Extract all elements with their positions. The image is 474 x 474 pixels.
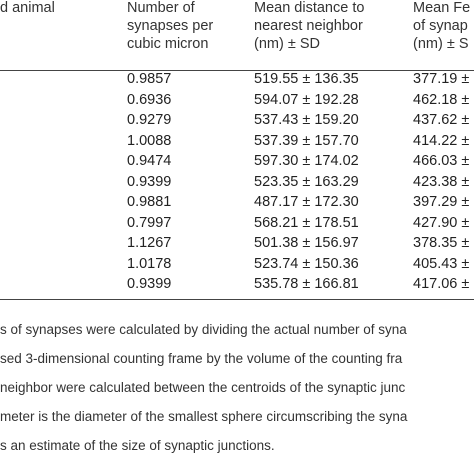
table-cell: 414.22 ± [413,132,470,149]
table-cell: 462.18 ± [413,91,470,108]
footnote-line: sed 3-dimensional counting frame by the volume of the counting fra [0,351,403,366]
table-cell: 378.35 ± [413,235,470,251]
header-rule [0,70,474,71]
table-cell: 1.0178 [127,255,172,272]
table-cell: 0.9881 [127,194,172,210]
table-cell: 417.06 ± [413,276,470,292]
table-cell: 427.90 ± [413,214,470,231]
table-cell: 1.0088 [127,132,172,149]
table-cell: 405.43 ± [413,255,470,272]
table-cell: 397.29 ± [413,194,470,210]
table-cell: 0.9399 [127,173,172,190]
footnote-line: neighbor were calculated between the centroids of the synaptic junc [0,380,406,395]
table-cell: 437.62 ± [413,112,470,128]
table-cell: 0.9474 [127,153,172,169]
table-cell: 568.21 ± 178.51 [254,214,359,231]
table-cell: 535.78 ± 166.81 [254,276,359,292]
table-cell: 0.9279 [127,112,172,128]
footnote-line: s of synapses were calculated by dividing the actual number of syna [0,322,407,337]
table-cell: 487.17 ± 172.30 [254,194,359,210]
table-bottom-rule [0,299,474,300]
table-cell: 537.43 ± 159.20 [254,112,359,128]
table-cell: 0.6936 [127,91,172,108]
col-header-mean-distance: Mean distance to nearest neighbor (nm) ± SD [254,0,365,52]
table-cell: 0.7997 [127,214,172,231]
table-cell: 0.9857 [127,71,172,87]
table-cell: 597.30 ± 174.02 [254,153,359,169]
col-header-mean-feret: Mean Fe of synap (nm) ± S [413,0,471,52]
table-cell: 501.38 ± 156.97 [254,235,359,251]
table-cell: 0.9399 [127,276,172,292]
table-cell: 519.55 ± 136.35 [254,71,359,87]
table-cell: 523.74 ± 150.36 [254,255,359,272]
col-header-synapses-per-cubic-micron: Number of synapses per cubic micron [127,0,214,52]
table-cell: 377.19 ± [413,71,470,87]
table-cell: 1.1267 [127,235,172,251]
footnote-line: s an estimate of the size of synaptic junctions. [0,438,275,453]
table-cell: 594.07 ± 192.28 [254,91,359,108]
table-cell: 523.35 ± 163.29 [254,173,359,190]
col-header-animal: d animal [0,0,55,16]
table-cell: 537.39 ± 157.70 [254,132,359,149]
footnote-line: meter is the diameter of the smallest sphere circumscribing the syna [0,409,408,424]
table-cell: 466.03 ± [413,153,470,169]
table-cell: 423.38 ± [413,173,470,190]
